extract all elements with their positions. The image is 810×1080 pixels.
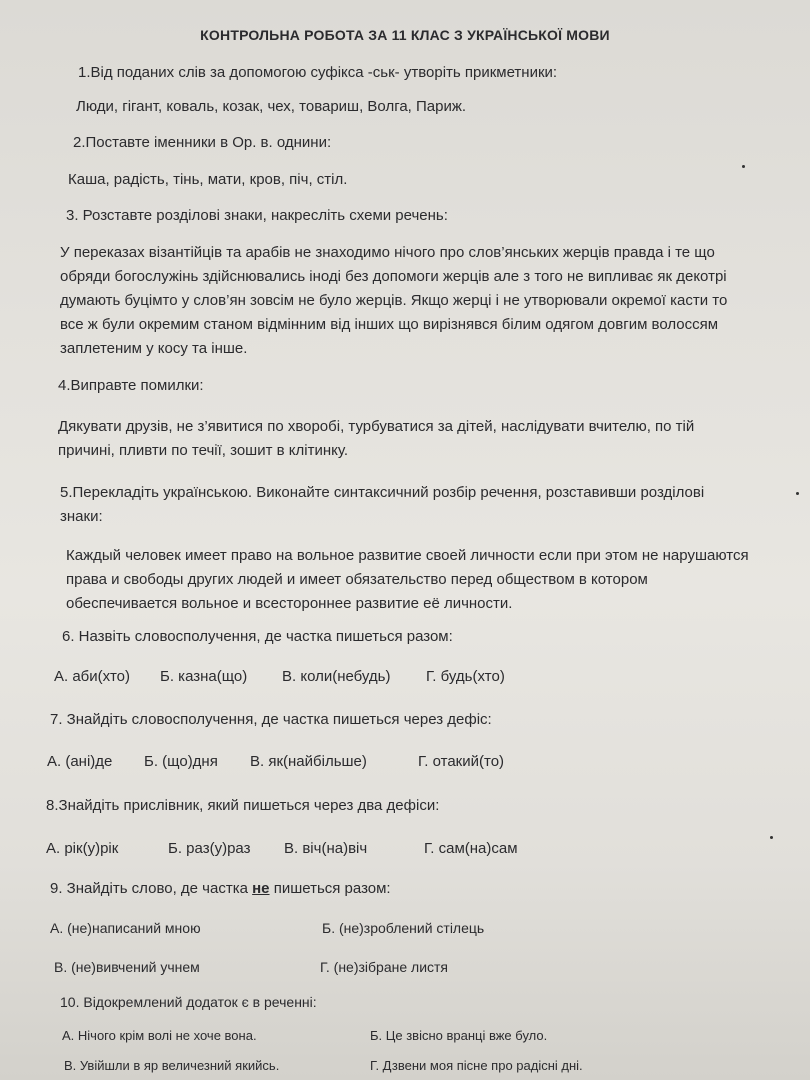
page-title: КОНТРОЛЬНА РОБОТА ЗА 11 КЛАС З УКРАЇНСЬКОЇ МОВИ xyxy=(200,27,610,43)
prompt-line: 5.Перекладіть українською. Виконайте синтаксичний розбір речення, розставивши розділові xyxy=(60,484,705,501)
question-7-option-c: В. як(найбільше) xyxy=(250,753,367,770)
text-line: Дякувати друзів, не з’явитися по хворобі, турбуватися за дітей, наслідувати вчителю, по тій xyxy=(58,418,695,435)
pen-mark xyxy=(742,165,745,168)
question-8-option-a: А. рік(у)рік xyxy=(46,840,119,857)
question-3-text xyxy=(60,241,727,361)
question-10-option-d: Г. Дзвени моя пісне про радісні дні. xyxy=(370,1058,583,1073)
text-line: все ж були окремим станом відмінним від інших що вирізнявся білим одягом довгим волоссям xyxy=(60,316,719,333)
question-10-prompt: 10. Відокремлений додаток є в реченні: xyxy=(60,994,317,1010)
question-6-option-a: А. аби(хто) xyxy=(54,668,131,685)
question-5-text xyxy=(66,544,749,616)
question-9-option-a: А. (не)написаний мною xyxy=(50,920,201,936)
question-7-option-a: А. (ані)де xyxy=(47,753,113,770)
question-8-option-c: В. віч(на)віч xyxy=(284,840,368,857)
prompt-text: пишеться разом: xyxy=(269,880,391,897)
question-9-prompt xyxy=(50,880,391,897)
text-line: обряди богослужінь здійснювались іноді без допомоги жерців але з того не випливає як декотрі xyxy=(60,268,727,285)
question-6-prompt: 6. Назвіть словосполучення, де частка пишеться разом: xyxy=(62,628,453,645)
question-8-prompt: 8.Знайдіть прислівник, який пишеться через два дефіси: xyxy=(46,797,440,814)
pen-mark xyxy=(770,836,773,839)
text-line: Каждый человек имеет право на вольное развитие своей личности если при этом не нарушаются xyxy=(66,547,749,564)
question-2-prompt: 2.Поставте іменники в Ор. в. однини: xyxy=(73,134,332,151)
text-line: думають буцімто у слов’ян зовсім не було жерців. Якщо жерці і не утворювали окремої касти то xyxy=(60,292,728,309)
question-3-prompt: 3. Розставте розділові знаки, накресліть схеми речень: xyxy=(66,207,448,224)
text-line: заплетеним у косу та інше. xyxy=(60,340,248,357)
question-4-prompt: 4.Виправте помилки: xyxy=(58,377,204,394)
question-9-option-b: Б. (не)зроблений стілець xyxy=(322,920,485,936)
text-line: обеспечивается вольное и всестороннее развитие её личности. xyxy=(66,595,513,612)
question-5-prompt xyxy=(60,481,704,529)
question-10-option-c: В. Увійшли в яр величезний якийсь. xyxy=(64,1058,280,1073)
question-8-option-d: Г. сам(на)сам xyxy=(424,840,518,857)
underlined-particle: не xyxy=(252,880,270,897)
question-6-option-d: Г. будь(хто) xyxy=(426,668,505,685)
pen-mark xyxy=(796,492,799,495)
question-8-option-b: Б. раз(у)раз xyxy=(168,840,251,857)
question-4-text xyxy=(58,415,694,463)
text-line: причині, пливти по течії, зошит в клітинку. xyxy=(58,442,349,459)
question-2-words: Каша, радість, тінь, мати, кров, піч, стіл. xyxy=(68,171,348,188)
question-6-option-b: Б. казна(що) xyxy=(160,668,248,685)
question-1-prompt: 1.Від поданих слів за допомогою суфікса -ськ- утворіть прикметники: xyxy=(78,64,558,81)
question-10-option-b: Б. Це звісно вранці вже було. xyxy=(370,1028,548,1043)
question-1-words: Люди, гігант, коваль, козак, чех, товариш, Волга, Париж. xyxy=(76,98,467,115)
question-6-option-c: В. коли(небудь) xyxy=(282,668,391,685)
question-9-option-d: Г. (не)зібране листя xyxy=(320,959,449,975)
text-line: права и свободы других людей и имеет обязательство перед обществом в котором xyxy=(66,571,648,588)
text-line: У переказах візантійців та арабів не знаходимо нічого про слов’янських жерців правда і те що xyxy=(60,244,715,261)
prompt-line: знаки: xyxy=(60,508,103,525)
question-7-option-d: Г. отакий(то) xyxy=(418,753,505,770)
question-10-option-a: А. Нічого крім волі не хоче вона. xyxy=(62,1028,257,1043)
question-9-option-c: В. (не)вивчений учнем xyxy=(54,959,200,975)
prompt-text: 9. Знайдіть слово, де частка xyxy=(50,880,253,897)
question-7-prompt: 7. Знайдіть словосполучення, де частка пишеться через дефіс: xyxy=(50,711,492,728)
question-7-option-b: Б. (що)дня xyxy=(144,753,218,770)
